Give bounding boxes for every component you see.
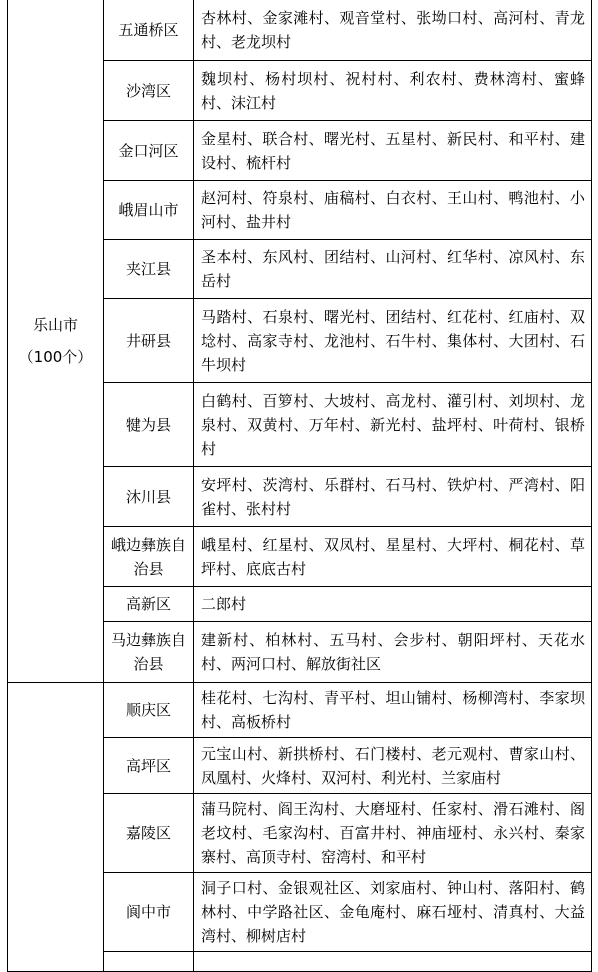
county-cell: 五通桥区	[104, 0, 194, 61]
villages-cell: 圣本村、东风村、团结村、山河村、红华村、凉风村、东岳村	[194, 240, 592, 299]
villages-cell: 白鹤村、百箩村、大坡村、高龙村、灌引村、刘坝村、龙泉村、双黄村、万年村、新光村、盐坪村、叶荷村、银桥村	[194, 383, 592, 467]
villages-cell: 魏坝村、杨村坝村、祝村村、利农村、费林湾村、蜜蜂村、沫江村	[194, 61, 592, 121]
villages-cell: 蒲马院村、阎王沟村、大磨垭村、任家村、滑石滩村、阁老坟村、毛家沟村、百富井村、神庙垭村、永兴村、秦家寨村、高顶寺村、窑湾村、和平村	[194, 794, 592, 873]
city-cell	[8, 0, 104, 683]
county-cell: 夹江县	[104, 240, 194, 299]
county-cell: 顺庆区	[104, 683, 194, 738]
county-cell	[104, 952, 194, 972]
village-list-table	[7, 0, 592, 972]
table-row	[8, 0, 592, 61]
table-row	[8, 683, 592, 738]
villages-cell: 元宝山村、新拱桥村、石门楼村、老元观村、曹家山村、凤凰村、火烽村、双河村、利光村、兰家庙村	[194, 738, 592, 794]
villages-cell: 建新村、柏林村、五马村、会步村、朝阳坪村、天花水村、两河口村、解放街社区	[194, 622, 592, 683]
county-cell: 高新区	[104, 587, 194, 622]
city-village-count: （100个）	[18, 347, 93, 366]
villages-cell: 金星村、联合村、曙光村、五星村、新民村、和平村、建设村、梳杆村	[194, 121, 592, 181]
villages-cell: 安坪村、茨湾村、乐群村、石马村、铁炉村、严湾村、阳雀村、张村村	[194, 467, 592, 527]
county-cell: 沐川县	[104, 467, 194, 527]
city-name: 乐山市	[32, 315, 78, 334]
villages-cell: 马踏村、石泉村、曙光村、团结村、红花村、红庙村、双埝村、高家寺村、龙池村、石牛村、集体村、大团村、石牛坝村	[194, 299, 592, 383]
villages-cell: 峨星村、红星村、双凤村、星星村、大坪村、桐花村、草坪村、底底古村	[194, 527, 592, 587]
villages-cell: 洞子口村、金银观社区、刘家庙村、钟山村、落阳村、鹤林村、中学路社区、金龟庵村、麻石垭村、清真村、大益湾村、柳树店村	[194, 873, 592, 952]
villages-cell: 杏林村、金家滩村、观音堂村、张坳口村、高河村、青龙村、老龙坝村	[194, 0, 592, 61]
county-cell: 马边彝族自治县	[104, 622, 194, 683]
villages-cell: 二郎村	[194, 587, 592, 622]
county-cell: 金口河区	[104, 121, 194, 181]
villages-cell: 桂花村、七沟村、青平村、坦山铺村、杨柳湾村、李家坝村、高板桥村	[194, 683, 592, 738]
county-cell: 井研县	[104, 299, 194, 383]
county-cell: 犍为县	[104, 383, 194, 467]
villages-cell	[194, 952, 592, 972]
villages-cell: 赵河村、符泉村、庙稿村、白衣村、王山村、鸭池村、小河村、盐井村	[194, 181, 592, 240]
county-cell: 峨边彝族自治县	[104, 527, 194, 587]
county-cell: 高坪区	[104, 738, 194, 794]
city-cell	[8, 683, 104, 972]
county-cell: 嘉陵区	[104, 794, 194, 873]
county-cell: 沙湾区	[104, 61, 194, 121]
county-cell: 阆中市	[104, 873, 194, 952]
county-cell: 峨眉山市	[104, 181, 194, 240]
